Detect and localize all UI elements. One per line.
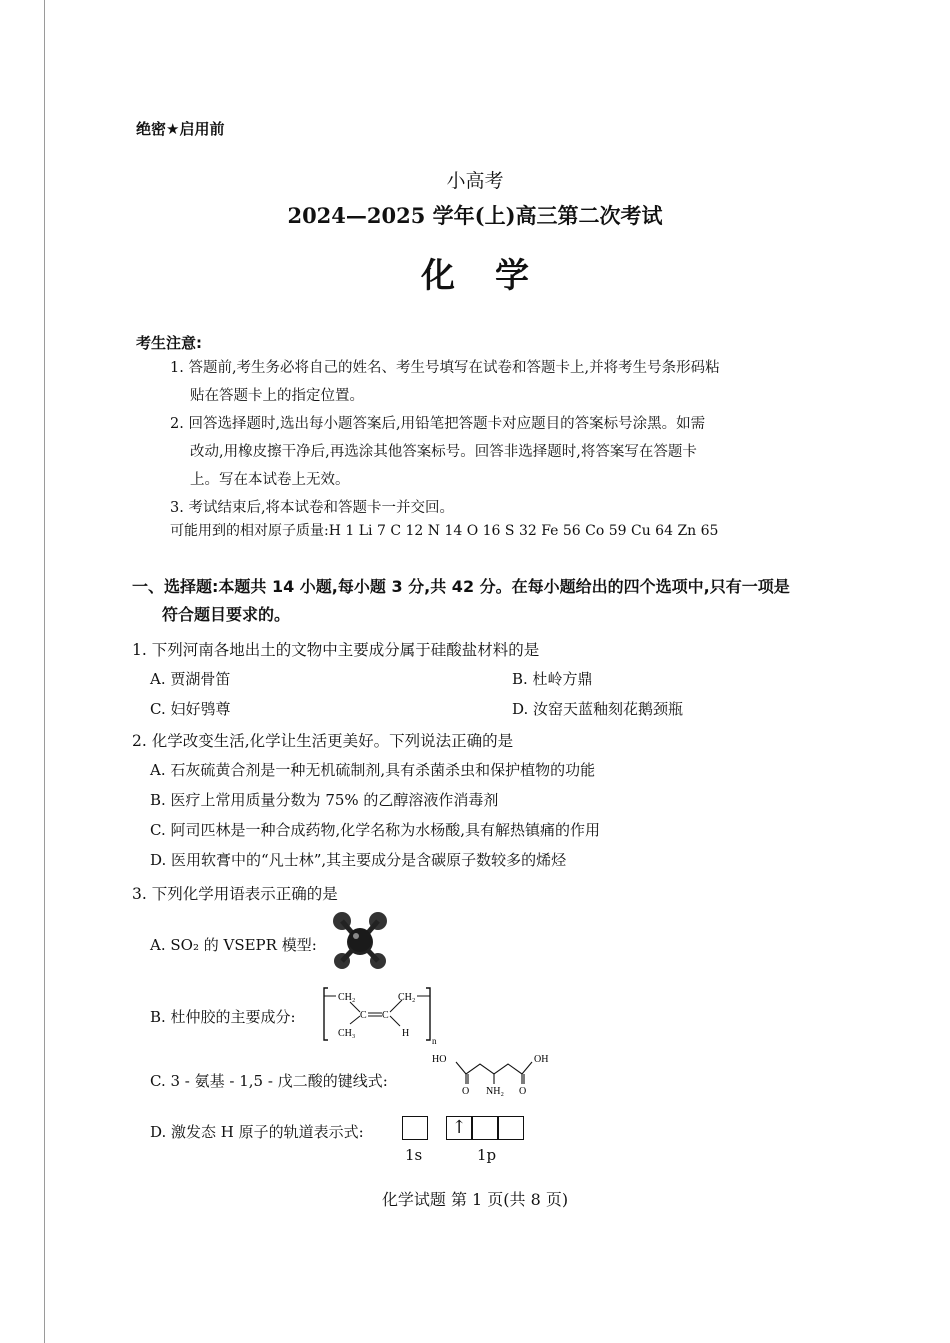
q2-option-b: B. 医疗上常用质量分数为 75% 的乙醇溶液作消毒剂	[150, 791, 499, 809]
b-ch2-right: CH₂	[398, 992, 416, 1003]
orbital-label-1p: 1p	[477, 1146, 497, 1164]
b-c-right: C	[382, 1010, 389, 1021]
c-o-left: O	[462, 1086, 470, 1097]
notice-item-3: 3. 考试结束后,将本试卷和答题卡一并交回。	[170, 500, 455, 516]
section-1-heading: 一、选择题:本题共 14 小题,每小题 3 分,共 42 分。在每小题给出的四个选项中,只有一项是	[132, 577, 790, 596]
b-h: H	[402, 1028, 410, 1039]
orbital-1p-box-2	[472, 1116, 498, 1140]
q2-option-c: C. 阿司匹林是一种合成药物,化学名称为水杨酸,具有解热镇痛的作用	[150, 821, 601, 839]
b-ch3: CH₃	[338, 1028, 356, 1039]
notice-item-1-line-2: 贴在答题卡上的指定位置。	[190, 388, 364, 404]
q3-option-b: B. 杜仲胶的主要成分:	[150, 1008, 296, 1026]
q3-stem: 3. 下列化学用语表示正确的是	[132, 885, 338, 903]
q1-stem: 1. 下列河南各地出土的文物中主要成分属于硅酸盐材料的是	[132, 641, 540, 659]
notice-item-1-line-1: 1. 答题前,考生务必将自己的姓名、考生号填写在试卷和答题卡上,并将考生号条形码粘	[170, 360, 720, 376]
c-o-right: O	[519, 1086, 527, 1097]
subject-title: 化学	[421, 256, 569, 296]
orbital-1p-box-1: ↑	[446, 1116, 472, 1140]
glutamic-skeletal-formula	[430, 1050, 562, 1098]
q2-option-a: A. 石灰硫黄合剂是一种无机硫制剂,具有杀菌杀虫和保护植物的功能	[150, 761, 596, 779]
q1-option-a: A. 贾湖骨笛	[150, 670, 231, 688]
orbital-1s-box	[402, 1116, 428, 1140]
c-ho: HO	[432, 1054, 447, 1065]
section-1-heading-cont: 符合题目要求的。	[162, 605, 291, 624]
b-c-left: C	[360, 1010, 367, 1021]
q3-option-c: C. 3 - 氨基 - 1,5 - 戊二酸的键线式:	[150, 1072, 388, 1090]
gutta-percha-structure	[322, 984, 438, 1044]
c-oh: OH	[534, 1054, 549, 1065]
c-nh2: NH₂	[486, 1086, 504, 1097]
q1-option-d: D. 汝窑天蓝釉刻花鹅颈瓶	[512, 700, 684, 718]
b-n: n	[432, 1036, 437, 1044]
b-ch2-left: CH₂	[338, 992, 356, 1003]
atomic-masses: 可能用到的相对原子质量:H 1 Li 7 C 12 N 14 O 16 S 32 Fe 56 Co 59 Cu 64 Zn 65	[170, 523, 719, 539]
q3-option-d: D. 激发态 H 原子的轨道表示式:	[150, 1123, 364, 1141]
q2-stem: 2. 化学改变生活,化学让生活更美好。下列说法正确的是	[132, 732, 514, 750]
q1-option-c: C. 妇好鸮尊	[150, 700, 231, 718]
q1-option-b: B. 杜岭方鼎	[512, 670, 593, 688]
exam-title: 2024—2025 学年(上)高三第二次考试	[287, 203, 663, 228]
notice-item-2-line-2: 改动,用橡皮擦干净后,再选涂其他答案标号。回答非选择题时,将答案写在答题卡	[190, 444, 697, 460]
exam-series: 小高考	[446, 170, 504, 192]
notice-item-2-line-1: 2. 回答选择题时,选出每小题答案后,用铅笔把答题卡对应题目的答案标号涂黑。如需	[170, 416, 706, 432]
orbital-1p-box-3	[498, 1116, 524, 1140]
q2-option-d: D. 医用软膏中的“凡士林”,其主要成分是含碳原子数较多的烯烃	[150, 851, 567, 869]
secret-mark: 绝密★启用前	[136, 120, 225, 138]
notice-heading: 考生注意:	[136, 334, 202, 352]
page-footer: 化学试题 第 1 页(共 8 页)	[381, 1190, 569, 1209]
q3-option-a: A. SO₂ 的 VSEPR 模型:	[150, 936, 317, 954]
notice-item-2-line-3: 上。写在本试卷上无效。	[190, 472, 350, 488]
so2-vsepr-model	[328, 910, 392, 970]
orbital-label-1s: 1s	[405, 1146, 423, 1164]
